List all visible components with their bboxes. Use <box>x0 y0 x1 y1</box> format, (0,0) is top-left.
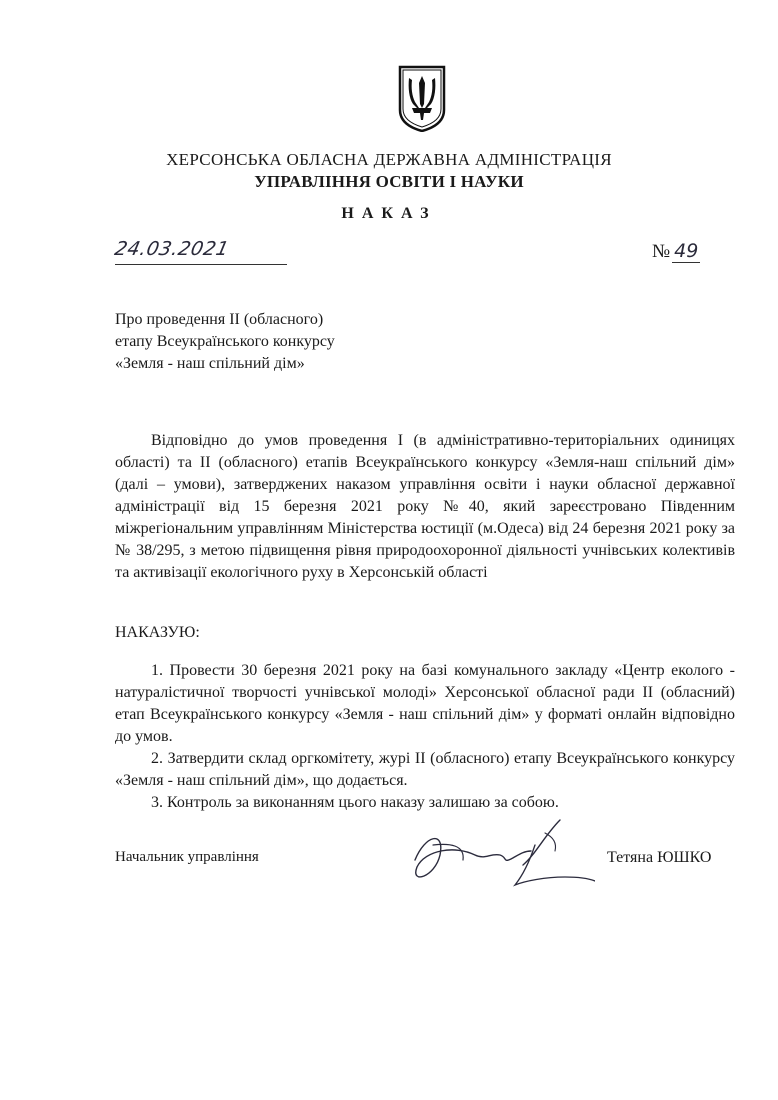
signatory-position: Начальник управління <box>115 849 259 865</box>
handwritten-signature <box>405 815 595 895</box>
order-number <box>652 240 700 263</box>
date-field <box>112 236 287 265</box>
signer-name: Тетяна ЮШКО <box>607 849 712 866</box>
subject-line: Про проведення ІІ (обласного) <box>115 311 324 328</box>
order-item: 1. Провести 30 березня 2021 року на базі комунального закладу «Центр еколого - натуралістичної творчості учнівської молоді» Херсонської обласної ради ІІ (обласний) етап Всеукраїнського конкурсу «Земля - наш спільний дім» у форматі онлайн відповідно до умов. <box>115 662 735 745</box>
order-items <box>115 660 735 814</box>
preamble-text: Відповідно до умов проведення І (в адміністративно-територіальних одиницях області) та ІІ (обласного) етапів Всеукраїнського конкурсу «Земля-наш спільний дім» (далі – умови), затверджених наказом управління освіти і науки обласної державної адміністрації від 15 березня 2021 року №40, який зареєстровано Південним міжрегіональним управлінням Міністерства юстиції (м.Одеса) від 24 березня 2021 року за № 38/295, з метою підвищення рівня природоохоронної діяльності учнівських колективів та активізації екологічного руху в Херсонській області <box>115 432 735 581</box>
handwritten-date: 24.03.2021 <box>112 238 232 260</box>
document-type: НАКАЗ <box>341 205 437 222</box>
subject-line: «Земля - наш спільний дім» <box>115 355 305 372</box>
department-title: УПРАВЛІННЯ ОСВІТИ І НАУКИ <box>254 172 524 191</box>
organization-title: ХЕРСОНСЬКА ОБЛАСНА ДЕРЖАВНА АДМІНІСТРАЦІЯ <box>166 150 612 169</box>
number-sign: № <box>652 241 671 262</box>
preamble-paragraph <box>115 430 735 584</box>
order-item: 2. Затвердити склад оргкомітету, журі ІІ (обласного) етапу Всеукраїнського конкурсу «Земля - наш спільний дім», що додається. <box>115 750 735 789</box>
subject-line: етапу Всеукраїнського конкурсу <box>115 333 335 350</box>
handwritten-number: 49 <box>674 240 699 262</box>
order-item: 3. Контроль за виконанням цього наказу залишаю за собою. <box>151 794 559 811</box>
order-keyword: НАКАЗУЮ: <box>115 624 200 641</box>
order-subject <box>115 309 335 375</box>
trident-coat-of-arms-icon <box>397 64 447 132</box>
